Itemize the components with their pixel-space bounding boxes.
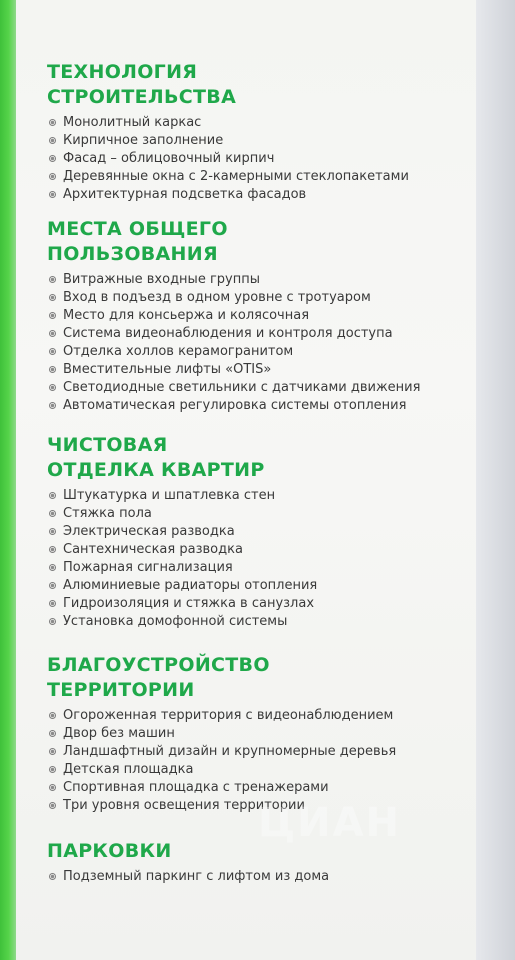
- list-item-text: Место для консьержа и колясочная: [63, 308, 310, 323]
- bullet-icon: [49, 784, 56, 791]
- list-item-text: Ландшафтный дизайн и крупномерные деревья: [63, 744, 397, 759]
- list-item-text: Вместительные лифты «OTIS»: [63, 362, 272, 377]
- section-title: [47, 433, 317, 483]
- list-item: [47, 325, 420, 343]
- list-item: [47, 613, 317, 631]
- list-item: [47, 114, 409, 132]
- list-item: [47, 779, 396, 797]
- list-item-text: Фасад – облицовочный кирпич: [63, 151, 275, 166]
- section-construction-technology: [47, 60, 409, 204]
- list-item: [47, 186, 409, 204]
- section-title-line: ПОЛЬЗОВАНИЯ: [47, 243, 218, 265]
- section-apartment-finishing: [47, 433, 317, 631]
- list-item-text: Кирпичное заполнение: [63, 133, 224, 148]
- list-item: [47, 559, 317, 577]
- list-item-text: Алюминиевые радиаторы отопления: [63, 578, 318, 593]
- list-item: [47, 577, 317, 595]
- section-title-line: ТЕРРИТОРИИ: [47, 679, 195, 701]
- bullet-icon: [49, 600, 56, 607]
- list-item-text: Установка домофонной системы: [63, 614, 288, 629]
- list-item: [47, 743, 396, 761]
- list-item: [47, 343, 420, 361]
- green-accent-bar: [0, 0, 16, 960]
- list-item: [47, 289, 420, 307]
- bullet-icon: [49, 802, 56, 809]
- bullet-icon: [49, 492, 56, 499]
- bullet-icon: [49, 730, 56, 737]
- list-item: [47, 150, 409, 168]
- bullet-icon: [49, 294, 56, 301]
- bullet-icon: [49, 173, 56, 180]
- section-title: [47, 653, 396, 703]
- section-title-line: МЕСТА ОБЩЕГО: [47, 218, 228, 240]
- section-landscaping: [47, 653, 396, 815]
- list-item: [47, 361, 420, 379]
- list-item-text: Сантехническая разводка: [63, 542, 243, 557]
- bullet-icon: [49, 510, 56, 517]
- list-item-text: Три уровня освещения территории: [63, 798, 305, 813]
- list-item: [47, 761, 396, 779]
- bullet-icon: [49, 119, 56, 126]
- list-item-text: Архитектурная подсветка фасадов: [63, 187, 307, 202]
- list-item-text: Стяжка пола: [63, 506, 152, 521]
- list-item-text: Система видеонаблюдения и контроля доступа: [63, 326, 393, 341]
- list-item: [47, 595, 317, 613]
- bullet-icon: [49, 766, 56, 773]
- bullet-icon: [49, 528, 56, 535]
- list-item-text: Деревянные окна с 2-камерными стеклопакетами: [63, 169, 409, 184]
- list-item: [47, 707, 396, 725]
- list-item-text: Огороженная территория с видеонаблюдением: [63, 708, 394, 723]
- list-item-text: Монолитный каркас: [63, 115, 202, 130]
- feature-list: [47, 707, 396, 815]
- section-common-areas: [47, 217, 420, 415]
- bullet-icon: [49, 712, 56, 719]
- bullet-icon: [49, 748, 56, 755]
- feature-list: [47, 271, 420, 415]
- bullet-icon: [49, 330, 56, 337]
- list-item: [47, 505, 317, 523]
- bullet-icon: [49, 546, 56, 553]
- list-item: [47, 168, 409, 186]
- list-item-text: Подземный паркинг с лифтом из дома: [63, 869, 330, 884]
- bullet-icon: [49, 402, 56, 409]
- list-item: [47, 868, 329, 886]
- section-title-line: ЧИСТОВАЯ: [47, 434, 168, 456]
- list-item-text: Гидроизоляция и стяжка в санузлах: [63, 596, 315, 611]
- section-title-line: ПАРКОВКИ: [47, 840, 172, 862]
- bullet-icon: [49, 873, 56, 880]
- bullet-icon: [49, 191, 56, 198]
- section-title-line: СТРОИТЕЛЬСТВА: [47, 86, 237, 108]
- bullet-icon: [49, 312, 56, 319]
- list-item-text: Витражные входные группы: [63, 272, 260, 287]
- list-item: [47, 487, 317, 505]
- list-item: [47, 271, 420, 289]
- list-item: [47, 397, 420, 415]
- bullet-icon: [49, 348, 56, 355]
- watermark-logo: ЦИАН: [258, 800, 402, 846]
- list-item: [47, 541, 317, 559]
- feature-list: [47, 114, 409, 204]
- list-item: [47, 379, 420, 397]
- list-item-text: Вход в подъезд в одном уровне с тротуаром: [63, 290, 371, 305]
- section-parking: [47, 839, 329, 886]
- page-edge: [476, 0, 515, 960]
- list-item: [47, 523, 317, 541]
- bullet-icon: [49, 384, 56, 391]
- list-item-text: Спортивная площадка с тренажерами: [63, 780, 329, 795]
- list-item-text: Детская площадка: [63, 762, 194, 777]
- section-title: [47, 60, 409, 110]
- list-item-text: Отделка холлов керамогранитом: [63, 344, 294, 359]
- feature-list: [47, 868, 329, 886]
- list-item-text: Двор без машин: [63, 726, 175, 741]
- bullet-icon: [49, 366, 56, 373]
- bullet-icon: [49, 618, 56, 625]
- list-item: [47, 307, 420, 325]
- bullet-icon: [49, 137, 56, 144]
- bullet-icon: [49, 582, 56, 589]
- list-item: [47, 725, 396, 743]
- bullet-icon: [49, 155, 56, 162]
- list-item-text: Пожарная сигнализация: [63, 560, 233, 575]
- section-title-line: БЛАГОУСТРОЙСТВО: [47, 654, 270, 676]
- list-item-text: Электрическая разводка: [63, 524, 235, 539]
- list-item-text: Автоматическая регулировка системы отопления: [63, 398, 407, 413]
- list-item: [47, 132, 409, 150]
- section-title: [47, 217, 420, 267]
- bullet-icon: [49, 564, 56, 571]
- section-title-line: ТЕХНОЛОГИЯ: [47, 61, 198, 83]
- feature-list: [47, 487, 317, 631]
- section-title-line: ОТДЕЛКА КВАРТИР: [47, 459, 265, 481]
- list-item-text: Светодиодные светильники с датчиками движения: [63, 380, 421, 395]
- bullet-icon: [49, 276, 56, 283]
- list-item-text: Штукатурка и шпатлевка стен: [63, 488, 276, 503]
